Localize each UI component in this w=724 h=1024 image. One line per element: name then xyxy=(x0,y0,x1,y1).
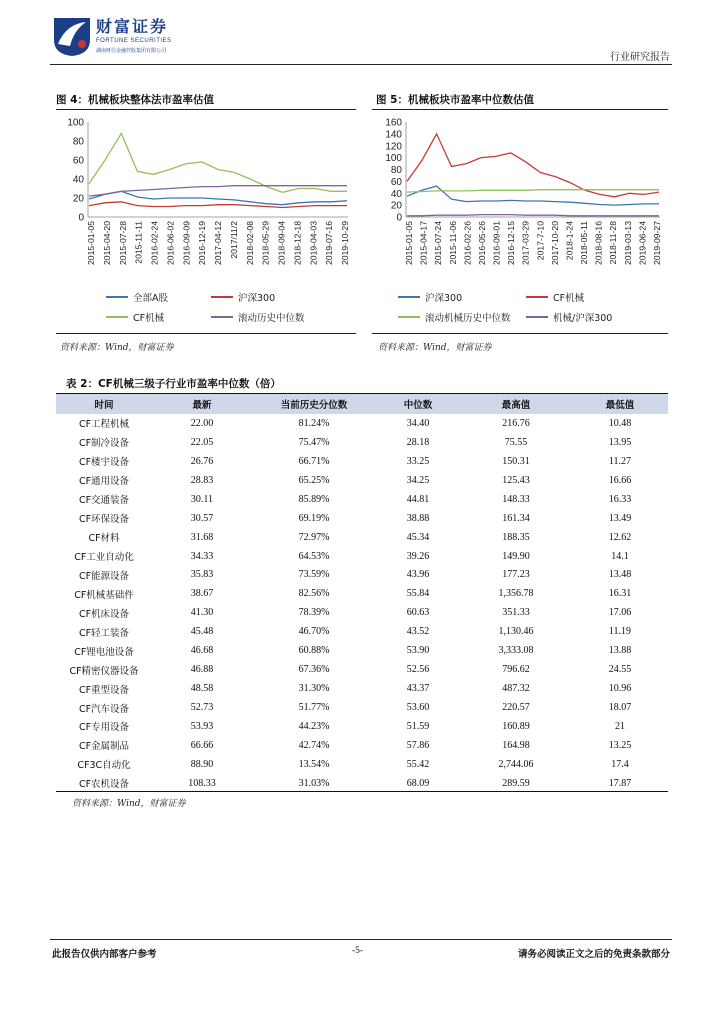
legend-swatch xyxy=(211,316,233,318)
table-header-row xyxy=(56,394,668,414)
cell-max: 289.59 xyxy=(502,777,530,789)
cell-percentile: 66.71% xyxy=(298,455,330,467)
cell-percentile: 13.54% xyxy=(298,758,330,770)
table-row xyxy=(56,717,668,736)
x-tick-label: 2019-04-03 xyxy=(308,221,319,265)
table-row xyxy=(56,547,668,566)
x-tick-label: 2016-12-19 xyxy=(197,221,208,265)
y-tick-label: 0 xyxy=(78,212,84,224)
cell-max: 487.32 xyxy=(502,683,530,695)
cell-percentile: 46.70% xyxy=(298,626,330,638)
cell-median: 38.88 xyxy=(406,512,430,524)
sector-name: CF机床设备 xyxy=(78,608,130,620)
table-row xyxy=(56,452,668,471)
legend-label: 沪深300 xyxy=(425,293,463,304)
cell-percentile: 75.47% xyxy=(298,436,330,448)
cell-max: 161.34 xyxy=(502,512,530,524)
y-tick-label: 100 xyxy=(385,153,402,165)
cell-percentile: 78.39% xyxy=(298,607,330,619)
y-tick-label: 40 xyxy=(390,188,402,200)
table-row xyxy=(56,641,668,660)
cell-latest: 52.73 xyxy=(190,702,214,714)
cell-median: 43.52 xyxy=(406,626,430,638)
x-tick-label: 2019-07-16 xyxy=(324,221,335,265)
table-row xyxy=(56,679,668,698)
cell-percentile: 51.77% xyxy=(298,702,330,714)
sector-name: CF材料 xyxy=(88,533,120,545)
sector-name: CF楼宇设备 xyxy=(78,457,130,469)
x-tick-label: 2016-06-02 xyxy=(165,221,176,265)
y-tick-label: 120 xyxy=(385,141,402,153)
cell-percentile: 73.59% xyxy=(298,569,330,581)
cell-latest: 31.68 xyxy=(190,531,214,543)
cell-max: 3,333.08 xyxy=(498,645,534,657)
column-header: 当前历史分位数 xyxy=(252,394,376,414)
cell-min: 21 xyxy=(615,720,625,732)
cell-percentile: 65.25% xyxy=(298,474,330,486)
x-tick-label: 2015-11-11 xyxy=(133,221,144,264)
cell-percentile: 69.19% xyxy=(298,512,330,524)
x-tick-label: 2019-03-13 xyxy=(622,221,633,265)
cell-min: 17.4 xyxy=(611,758,629,770)
fig4-legend xyxy=(56,288,356,328)
cell-max: 160.89 xyxy=(502,720,530,732)
fig4-source: 资料来源：Wind，财富证券 xyxy=(60,343,174,353)
cell-min: 18.07 xyxy=(608,702,632,714)
cell-max: 150.31 xyxy=(502,455,530,467)
cell-max: 125.43 xyxy=(502,474,530,486)
cell-median: 44.81 xyxy=(406,493,430,505)
brand-name-en: FORTUNE SECURITIES xyxy=(96,38,172,44)
cell-median: 39.26 xyxy=(406,550,430,562)
cell-latest: 22.05 xyxy=(190,436,214,448)
sector-name: CF锂电池设备 xyxy=(74,646,134,658)
cell-min: 24.55 xyxy=(608,664,632,676)
legend-label: CF机械 xyxy=(553,293,585,304)
x-tick-label: 2018-12-18 xyxy=(292,221,303,265)
fig4-plot xyxy=(67,118,350,265)
cell-min: 12.62 xyxy=(608,531,632,543)
table-row xyxy=(56,528,668,547)
legend-swatch xyxy=(398,296,420,298)
series-line xyxy=(407,134,659,197)
cell-percentile: 60.88% xyxy=(298,645,330,657)
x-tick-label: 2015-07-24 xyxy=(433,221,444,265)
table2-source: 资料来源：Wind，财富证券 xyxy=(72,799,186,809)
cell-median: 34.25 xyxy=(406,474,430,486)
y-tick-label: 20 xyxy=(390,200,402,212)
cell-min: 13.88 xyxy=(608,645,632,657)
table-row xyxy=(56,736,668,755)
cell-max: 177.23 xyxy=(502,569,530,581)
cell-min: 13.25 xyxy=(608,739,632,751)
sector-name: CF工程机械 xyxy=(78,419,130,431)
sector-name: CF轻工装备 xyxy=(78,627,130,639)
footer-disclaimer-right: 请务必阅读正文之后的免责条款部分 xyxy=(517,949,670,960)
x-tick-label: 2017-7-10 xyxy=(535,221,546,261)
fig5-chart xyxy=(372,112,668,287)
sector-name: CF精密仪器设备 xyxy=(69,665,139,677)
fig4-title: 图 4：机械板块整体法市盈率估值 xyxy=(56,94,214,106)
cell-median: 51.59 xyxy=(406,720,430,732)
x-tick-label: 2018-02-08 xyxy=(244,221,255,265)
x-tick-label: 2018-1-24 xyxy=(564,221,575,261)
table-row xyxy=(56,433,668,452)
cell-max: 216.76 xyxy=(502,417,530,429)
cell-max: 351.33 xyxy=(502,607,530,619)
fig5-source: 资料来源：Wind，财富证券 xyxy=(378,343,492,353)
x-tick-label: 2016-12-15 xyxy=(506,221,517,265)
cell-max: 220.57 xyxy=(502,702,530,714)
x-tick-label: 2015-04-17 xyxy=(418,221,429,265)
pe-median-table xyxy=(56,394,668,793)
fig5-top-rule xyxy=(372,109,668,110)
x-tick-label: 2015-01-05 xyxy=(404,221,414,265)
cell-latest: 108.33 xyxy=(188,777,216,789)
cell-latest: 34.33 xyxy=(190,550,214,562)
cell-latest: 30.11 xyxy=(190,493,214,505)
brand-name: 财富证券 xyxy=(96,17,169,36)
y-tick-label: 80 xyxy=(390,165,402,176)
fig5-legend-item xyxy=(398,310,511,324)
cell-latest: 48.58 xyxy=(190,683,214,695)
cell-max: 1,356.78 xyxy=(498,588,534,600)
cell-latest: 46.68 xyxy=(190,645,214,657)
fig4-legend-item xyxy=(211,310,305,324)
legend-label: 全部A股 xyxy=(133,293,168,304)
cell-latest: 41.30 xyxy=(190,607,214,619)
footer-rule xyxy=(50,939,672,940)
cell-min: 16.33 xyxy=(608,493,632,505)
cell-max: 1,130.46 xyxy=(498,626,534,638)
footer-disclaimer-left: 此报告仅供内部客户参考 xyxy=(52,949,157,960)
y-tick-label: 80 xyxy=(72,136,84,148)
fig5-legend-item xyxy=(526,310,612,324)
cell-percentile: 31.30% xyxy=(298,683,330,695)
sector-name: CF机械基础件 xyxy=(74,589,134,601)
cell-latest: 22.00 xyxy=(190,417,214,429)
series-line xyxy=(407,215,659,216)
cell-min: 16.31 xyxy=(608,588,632,600)
legend-swatch xyxy=(106,316,128,318)
x-tick-label: 2016-05-26 xyxy=(476,221,487,265)
legend-swatch xyxy=(526,296,548,298)
fig5-title: 图 5：机械板块市盈率中位数估值 xyxy=(376,94,534,106)
column-header: 时间 xyxy=(56,394,152,414)
cell-percentile: 72.97% xyxy=(298,531,330,543)
sector-name: CF重型设备 xyxy=(78,684,130,696)
cell-percentile: 82.56% xyxy=(298,588,330,600)
x-tick-label: 2015-07-28 xyxy=(117,221,128,265)
x-tick-label: 2018-05-11 xyxy=(579,221,590,265)
legend-label: CF机械 xyxy=(133,313,165,324)
cell-latest: 35.83 xyxy=(190,569,214,581)
y-tick-label: 160 xyxy=(385,117,402,129)
cell-percentile: 85.89% xyxy=(298,493,330,505)
cell-percentile: 42.74% xyxy=(298,739,330,751)
cell-median: 60.63 xyxy=(406,607,430,619)
cell-percentile: 44.23% xyxy=(298,720,330,732)
series-line xyxy=(89,186,347,196)
fig4-legend-item xyxy=(106,310,164,324)
x-tick-label: 2019-06-24 xyxy=(637,221,648,265)
cell-max: 2,744.06 xyxy=(498,758,534,770)
column-header: 最低值 xyxy=(572,394,668,414)
cell-min: 13.49 xyxy=(608,512,632,524)
x-tick-label: 2015-11-06 xyxy=(447,221,458,265)
cell-median: 53.60 xyxy=(406,702,430,714)
y-tick-label: 20 xyxy=(72,193,84,205)
legend-swatch xyxy=(211,296,233,298)
fig5-bottom-rule xyxy=(372,333,668,334)
table-row xyxy=(56,698,668,717)
sector-name: CF专用设备 xyxy=(78,722,130,734)
cell-median: 53.90 xyxy=(406,645,430,657)
cell-max: 148.33 xyxy=(502,493,530,505)
cell-percentile: 64.53% xyxy=(298,550,330,562)
legend-label: 沪深300 xyxy=(238,293,276,304)
x-tick-label: 2016-09-01 xyxy=(491,221,502,265)
cell-min: 11.19 xyxy=(608,626,632,638)
column-header: 最新 xyxy=(152,394,252,414)
table-row xyxy=(56,603,668,622)
company-logo xyxy=(52,14,92,62)
cell-percentile: 81.24% xyxy=(298,417,330,429)
cell-median: 28.18 xyxy=(406,436,430,448)
cell-latest: 46.88 xyxy=(190,664,214,676)
sector-name: CF工业自动化 xyxy=(74,552,134,564)
fig4-legend-item xyxy=(211,290,275,304)
series-line xyxy=(407,190,659,192)
cell-median: 55.84 xyxy=(406,588,430,600)
cell-median: 34.40 xyxy=(406,417,430,429)
sector-name: CF环保设备 xyxy=(78,514,130,526)
legend-label: 滚动历史中位数 xyxy=(238,313,305,324)
header-rule xyxy=(50,64,672,65)
cell-latest: 88.90 xyxy=(190,758,214,770)
x-tick-label: 2015-01-05 xyxy=(86,221,96,265)
sector-name: CF农机设备 xyxy=(78,779,130,791)
y-tick-label: 60 xyxy=(390,176,402,188)
table-row xyxy=(56,755,668,774)
cell-min: 17.87 xyxy=(608,777,632,789)
x-tick-label: 2015-04-20 xyxy=(101,221,112,265)
fig4-legend-item xyxy=(106,290,168,304)
x-tick-label: 2019-09-27 xyxy=(652,221,662,265)
table-row xyxy=(56,660,668,679)
x-tick-label: 2016-09-09 xyxy=(181,221,192,265)
cell-latest: 30.57 xyxy=(190,512,214,524)
sector-name: CF3C自动化 xyxy=(77,760,131,772)
fig4-top-rule xyxy=(56,109,356,110)
cell-max: 75.55 xyxy=(504,436,528,448)
cell-latest: 45.48 xyxy=(190,626,214,638)
x-tick-label: 2017-10-20 xyxy=(549,221,560,265)
cell-min: 16.66 xyxy=(608,474,632,486)
cell-latest: 26.76 xyxy=(190,455,214,467)
cell-median: 43.37 xyxy=(406,683,430,695)
cell-percentile: 67.36% xyxy=(298,664,330,676)
y-tick-label: 140 xyxy=(385,129,402,141)
table-row xyxy=(56,566,668,585)
fig4-chart xyxy=(56,112,356,287)
logo-emblem-icon xyxy=(52,14,92,58)
x-tick-label: 2017/11/2 xyxy=(228,221,239,259)
table-row xyxy=(56,622,668,641)
x-tick-label: 2019-10-29 xyxy=(340,221,350,265)
x-tick-label: 2018-05-29 xyxy=(260,221,271,265)
x-tick-label: 2018-08-16 xyxy=(593,221,604,265)
x-tick-label: 2017-03-29 xyxy=(520,221,531,265)
series-line xyxy=(89,133,347,192)
cell-min: 17.06 xyxy=(608,607,632,619)
cell-percentile: 31.03% xyxy=(298,777,330,789)
table2-bottom-rule xyxy=(56,791,668,792)
legend-swatch xyxy=(398,316,420,318)
fig5-plot xyxy=(385,118,662,265)
fig5-legend-item xyxy=(398,290,462,304)
x-tick-label: 2016-02-26 xyxy=(462,221,473,265)
cell-min: 13.48 xyxy=(608,569,632,581)
doc-type: 行业研究报告 xyxy=(610,52,670,63)
sector-name: CF金属制品 xyxy=(78,741,130,753)
cell-min: 11.27 xyxy=(608,455,632,467)
cell-median: 52.56 xyxy=(406,664,430,676)
table-row xyxy=(56,774,668,793)
cell-latest: 38.67 xyxy=(190,588,214,600)
table-row xyxy=(56,414,668,433)
table-row xyxy=(56,490,668,509)
cell-latest: 28.83 xyxy=(190,474,214,486)
y-tick-label: 100 xyxy=(67,117,84,129)
cell-latest: 53.93 xyxy=(190,720,214,732)
legend-label: 机械/沪深300 xyxy=(553,313,613,324)
cell-min: 10.96 xyxy=(608,683,632,695)
table2-title: 表 2：CF机械三级子行业市盈率中位数（倍） xyxy=(66,378,281,390)
fig4-bottom-rule xyxy=(56,333,356,334)
cell-median: 55.42 xyxy=(406,758,430,770)
y-tick-label: 0 xyxy=(396,212,402,224)
table-row xyxy=(56,584,668,603)
y-tick-label: 40 xyxy=(72,174,84,186)
cell-min: 14.1 xyxy=(611,550,629,562)
brand-tagline: 湖南财信金融控股集团有限公司 xyxy=(96,48,167,54)
cell-max: 164.98 xyxy=(502,739,530,751)
sector-name: CF汽车设备 xyxy=(78,703,130,715)
y-tick-label: 60 xyxy=(72,155,84,167)
legend-swatch xyxy=(106,296,128,298)
sector-name: CF通用设备 xyxy=(78,476,130,488)
cell-max: 149.90 xyxy=(502,550,530,562)
column-header: 最高值 xyxy=(460,394,572,414)
column-header: 中位数 xyxy=(376,394,460,414)
cell-min: 13.95 xyxy=(608,436,632,448)
cell-median: 57.86 xyxy=(406,739,430,751)
cell-max: 796.62 xyxy=(502,664,530,676)
x-tick-label: 2017-04-12 xyxy=(213,221,223,265)
x-tick-label: 2018-11-28 xyxy=(608,221,619,265)
cell-median: 45.34 xyxy=(406,531,430,543)
page-number: -5- xyxy=(352,946,364,956)
sector-name: CF制冷设备 xyxy=(78,438,130,450)
x-tick-label: 2018-09-04 xyxy=(276,221,287,265)
x-tick-label: 2016-02-24 xyxy=(149,221,160,265)
fig5-legend xyxy=(372,288,668,328)
cell-min: 10.48 xyxy=(608,417,632,429)
fig5-legend-item xyxy=(526,290,584,304)
legend-swatch xyxy=(526,316,548,318)
sector-name: CF交通装备 xyxy=(78,495,130,507)
cell-latest: 66.66 xyxy=(190,739,214,751)
cell-median: 43.96 xyxy=(406,569,430,581)
sector-name: CF能源设备 xyxy=(78,570,130,582)
table-row xyxy=(56,509,668,528)
cell-median: 33.25 xyxy=(406,455,430,467)
cell-max: 188.35 xyxy=(502,531,530,543)
legend-label: 滚动机械历史中位数 xyxy=(425,313,511,324)
cell-median: 68.09 xyxy=(406,777,430,789)
table-row xyxy=(56,471,668,490)
